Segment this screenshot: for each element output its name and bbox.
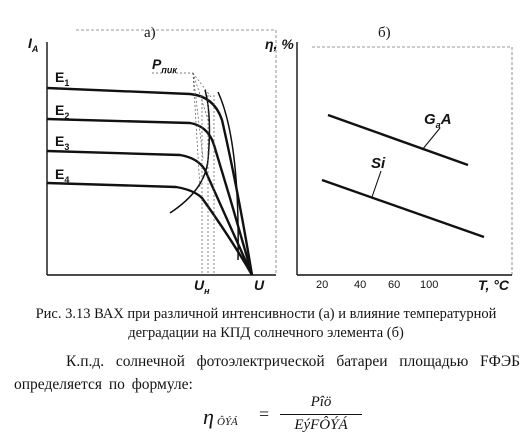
leader-si: [372, 171, 381, 197]
curve-label-e4-sub: 4: [64, 174, 70, 185]
formula-lhs-sub: ÔÝÁ: [217, 416, 238, 428]
right-panel-label: б): [378, 25, 391, 41]
iv-curve-e1: [47, 88, 252, 275]
series-label-gaas: [424, 112, 452, 130]
formula-fraction-bar: [280, 414, 362, 415]
u-nominal-label: [194, 278, 210, 296]
formula-lhs: η: [203, 404, 214, 429]
caption-line-1: Рис. 3.13 ВАХ при различной интенсивности (а) и влияние температурной: [35, 306, 497, 322]
left-y-axis-sub: А: [31, 43, 39, 54]
iv-curve-e4: [47, 183, 252, 275]
right-y-axis-label: η, %: [265, 36, 294, 52]
p-peak-sub: пик: [161, 64, 177, 75]
x-tick-20: 20: [316, 279, 329, 291]
curve-label-e2-main: E: [55, 102, 65, 118]
curve-label-e3-sub: 3: [64, 141, 70, 152]
series-label-si: Si: [371, 155, 386, 172]
curve-label-e3: [55, 134, 69, 152]
body-paragraph: К.п.д. солнечной фотоэлектрической батареи площадью FФЭБ определяется по формуле:: [14, 353, 520, 393]
max-power-locus: [170, 90, 209, 213]
series-gaas-main: G: [424, 111, 436, 128]
curve-label-e1-main: E: [55, 69, 65, 85]
right-x-axis-label: T, °C: [478, 277, 510, 293]
u-nominal-sub: н: [204, 285, 210, 296]
curve-label-e4: [55, 167, 69, 185]
x-tick-100: 100: [420, 279, 439, 291]
left-y-axis-label: [28, 36, 38, 54]
efficiency-formula: [203, 394, 403, 448]
formula-denominator: EýFÔÝÁ: [294, 417, 348, 433]
curve-label-e1-sub: 1: [64, 77, 70, 88]
caption-line-2: деградации на КПД солнечного элемента (б): [128, 325, 404, 341]
p-peak-label: [152, 57, 177, 75]
u-nominal-main: U: [194, 277, 205, 293]
left-panel-label: а): [144, 25, 156, 41]
figure-caption: [16, 305, 516, 343]
curve-label-e4-main: E: [55, 166, 65, 182]
curve-label-e2-sub: 2: [64, 110, 70, 121]
curve-label-e2: [55, 103, 69, 121]
left-y-axis-main: I: [28, 35, 32, 51]
formula-equals: =: [259, 404, 270, 424]
leader-gaas: [422, 128, 440, 150]
series-gaas-tail: A: [440, 111, 452, 128]
x-tick-40: 40: [354, 279, 367, 291]
left-x-axis-label: U: [254, 277, 265, 293]
series-gaas-sub: a: [435, 120, 441, 130]
curve-label-e3-main: E: [55, 133, 65, 149]
line-si: [322, 180, 484, 237]
formula-numerator: Pîö: [310, 394, 332, 410]
right-panel-grid: [312, 47, 512, 275]
p-peak-main: P: [152, 56, 162, 72]
curve-label-e1: [55, 70, 69, 88]
iv-curve-e2: [47, 119, 252, 275]
x-tick-60: 60: [388, 279, 401, 291]
